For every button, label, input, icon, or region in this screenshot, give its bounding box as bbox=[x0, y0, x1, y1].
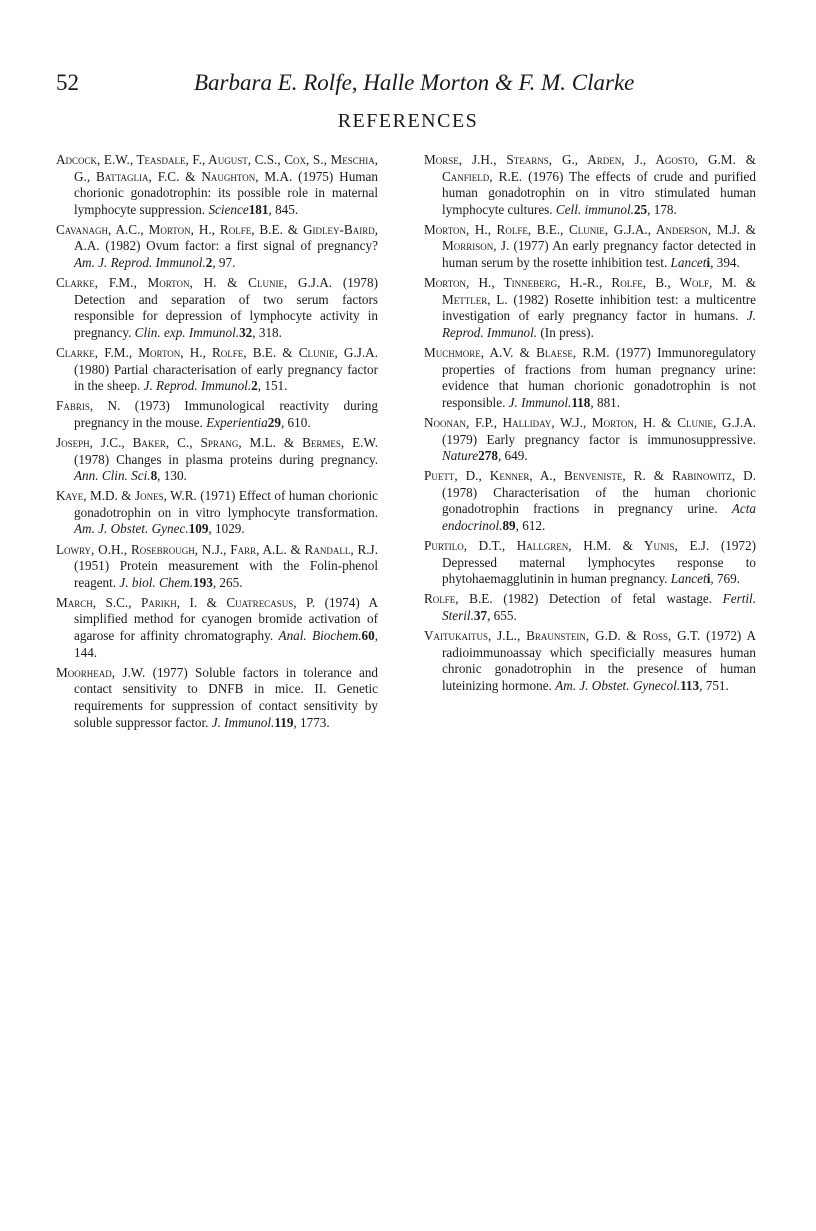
reference-pages: , 394. bbox=[710, 255, 740, 271]
reference-pages: , 845. bbox=[268, 201, 299, 217]
reference-text: (1975) Human chorionic gonadotrophin: its possible role in maternal lymphocyte suppression. bbox=[74, 168, 378, 217]
reference-entry bbox=[424, 222, 756, 272]
reference-pages: , 649. bbox=[497, 448, 528, 464]
reference-authors: Moorhead, J.W. bbox=[56, 664, 146, 680]
reference-entry bbox=[56, 222, 378, 272]
reference-journal: Fertil. Steril. bbox=[442, 591, 756, 623]
reference-authors: Muchmore, A.V. & Blaese, R.M. bbox=[424, 345, 610, 361]
reference-journal: J. Reprod. Immunol. bbox=[442, 308, 756, 340]
reference-pages: , 751. bbox=[699, 677, 729, 693]
reference-entry bbox=[56, 275, 378, 341]
reference-text: (1972) A radioimmunoassay which specificially measures human chronic gonadotrophin in the presence of human luteinizing hormone. bbox=[442, 628, 756, 693]
reference-pages: (In press). bbox=[537, 324, 594, 340]
reference-text: (1980) Partial characterisation of early pregnancy factor in the sheep. bbox=[74, 361, 378, 394]
reference-journal: Nature bbox=[442, 448, 479, 464]
reference-entry bbox=[424, 538, 756, 588]
reference-volume: 278 bbox=[478, 448, 498, 464]
reference-pages: , 130. bbox=[157, 468, 187, 484]
reference-journal: Lancet bbox=[670, 571, 707, 587]
reference-text: (1973) Immunological reactivity during pregnancy in the mouse. bbox=[74, 398, 378, 430]
reference-pages: , 151. bbox=[257, 378, 288, 394]
reference-entry bbox=[424, 152, 756, 218]
reference-journal: Clin. exp. Immunol. bbox=[134, 324, 240, 340]
reference-entry bbox=[56, 152, 378, 218]
reference-pages: , 769. bbox=[710, 571, 741, 587]
reference-text: (1982) Ovum factor: a first signal of pregnancy? bbox=[99, 238, 378, 254]
reference-text: (1979) Early pregnancy factor is immunosuppressive. bbox=[442, 431, 756, 447]
reference-entry bbox=[424, 468, 756, 534]
section-title: REFERENCES bbox=[337, 110, 479, 132]
page-header bbox=[56, 66, 768, 106]
reference-volume: 25 bbox=[633, 201, 648, 217]
reference-text: (1977) Immunoregulatory properties of fractions from human pregnancy urine: evidence that human chorionic gonadotrophin is not responsible. bbox=[442, 345, 757, 410]
reference-text: (1951) Protein measurement with the Folin-phenol reagent. bbox=[74, 558, 378, 590]
reference-volume: i bbox=[706, 255, 711, 271]
reference-journal: Acta endocrinol. bbox=[442, 501, 756, 533]
reference-pages: , 178. bbox=[647, 201, 677, 217]
reference-journal: Am. J. Obstet. Gynec. bbox=[74, 521, 189, 537]
reference-volume: 118 bbox=[571, 394, 591, 410]
reference-text: (1978) Changes in plasma proteins during pregnancy. bbox=[74, 451, 378, 467]
reference-pages: , 97. bbox=[212, 255, 236, 271]
reference-authors: Noonan, F.P., Halliday, W.J., Morton, H. & Clunie, G.J.A. bbox=[424, 414, 756, 430]
reference-authors: Rolfe, B.E. bbox=[424, 591, 493, 607]
reference-authors: Joseph, J.C., Baker, C., Sprang, M.L. & Bermes, E.W. bbox=[56, 435, 378, 450]
reference-entry bbox=[56, 542, 378, 592]
reference-volume: 2 bbox=[251, 378, 258, 394]
reference-text: (1972) Depressed maternal lymphocytes response to phytohaemagglutinin in human pregnancy. bbox=[442, 538, 756, 587]
reference-authors: Morse, J.H., Stearns, G., Arden, J., Agosto, G.M. & Canfield, R.E. bbox=[424, 152, 756, 184]
reference-text: (1982) Detection of fetal wastage. bbox=[492, 591, 723, 607]
reference-authors: Cavanagh, A.C., Morton, H., Rolfe, B.E. & Gidley-Baird, A.A. bbox=[56, 221, 378, 254]
references-right-column bbox=[424, 152, 756, 698]
reference-journal: Am. J. Reprod. Immunol. bbox=[74, 255, 206, 271]
reference-entry bbox=[56, 488, 378, 538]
reference-pages: , 612. bbox=[515, 517, 546, 533]
reference-authors: Clarke, F.M., Morton, H., Rolfe, B.E. & Clunie, G.J.A. bbox=[56, 345, 378, 361]
reference-entry bbox=[56, 595, 378, 661]
reference-volume: 8 bbox=[150, 468, 158, 484]
reference-journal: Cell. immunol. bbox=[555, 201, 634, 217]
reference-text: (1977) An early pregnancy factor detected in human serum by the rosette inhibition test. bbox=[442, 238, 756, 271]
reference-volume: 193 bbox=[193, 574, 213, 590]
reference-entry bbox=[424, 628, 756, 694]
references-left-column bbox=[56, 152, 378, 735]
reference-entry bbox=[56, 345, 378, 395]
reference-journal: Ann. Clin. Sci. bbox=[74, 468, 151, 484]
reference-text: (1971) Effect of human chorionic gonadotrophin on in vitro lymphocyte transformation. bbox=[74, 488, 378, 520]
reference-authors: Fabris, N. bbox=[56, 398, 121, 414]
reference-authors: March, S.C., Parikh, I. & Cuatrecasus, P. bbox=[56, 594, 316, 610]
reference-pages: , 265. bbox=[212, 574, 243, 590]
reference-journal: Anal. Biochem. bbox=[278, 628, 362, 644]
reference-pages: , 610. bbox=[280, 414, 311, 430]
reference-volume: 60 bbox=[361, 628, 375, 644]
reference-volume: i bbox=[706, 571, 711, 587]
reference-authors: Purtilo, D.T., Hallgren, H.M. & Yunis, E.J. bbox=[424, 538, 710, 554]
reference-journal: J. Immunol. bbox=[211, 714, 275, 730]
reference-journal: Experientia bbox=[206, 414, 268, 430]
reference-journal: J. Reprod. Immunol. bbox=[143, 378, 252, 394]
reference-pages: , 1029. bbox=[208, 521, 245, 537]
reference-entry bbox=[424, 591, 756, 624]
reference-volume: 32 bbox=[239, 324, 253, 340]
page-number: 52 bbox=[56, 70, 79, 95]
reference-volume: 89 bbox=[502, 517, 516, 533]
reference-volume: 2 bbox=[205, 255, 213, 271]
reference-entry bbox=[56, 398, 378, 431]
reference-entry bbox=[56, 435, 378, 485]
reference-pages: , 655. bbox=[487, 607, 517, 623]
reference-volume: 119 bbox=[274, 714, 294, 730]
reference-authors: Clarke, F.M., Morton, H. & Clunie, G.J.A. bbox=[56, 275, 333, 291]
reference-authors: Adcock, E.W., Teasdale, F., August, C.S., Cox, S., Meschia, G., Battaglia, F.C. & Naughton, M.A. bbox=[56, 152, 378, 184]
reference-entry bbox=[424, 415, 756, 465]
reference-authors: Morton, H., Tinneberg, H.-R., Rolfe, B., Wolf, M. & Mettler, L. bbox=[424, 275, 756, 307]
reference-text: (1978) Characterisation of the human chorionic gonadotrophin fractions in pregnancy urine. bbox=[442, 484, 756, 517]
reference-text: (1978) Detection and separation of two serum factors responsible for depression of lymphocyte activity in pregnancy. bbox=[74, 275, 378, 340]
reference-volume: 37 bbox=[473, 607, 488, 623]
running-head: Barbara E. Rolfe, Halle Morton & F. M. Clarke bbox=[194, 70, 635, 95]
reference-journal: Am. J. Obstet. Gynecol. bbox=[555, 677, 681, 693]
reference-authors: Kaye, M.D. & Jones, W.R. bbox=[56, 488, 197, 504]
reference-volume: 181 bbox=[248, 201, 269, 217]
reference-pages: , 144. bbox=[74, 628, 378, 660]
reference-pages: , 1773. bbox=[293, 714, 330, 730]
reference-volume: 113 bbox=[680, 677, 700, 693]
reference-entry bbox=[424, 275, 756, 341]
reference-journal: Science bbox=[208, 201, 249, 217]
reference-text: (1977) Soluble factors in tolerance and contact sensitivity to DNFB in mice. II. Genetic requirements for suppression of contact sensitivity by soluble suppressor factor. bbox=[74, 664, 379, 730]
reference-journal: Lancet bbox=[670, 255, 707, 271]
reference-pages: , 881. bbox=[590, 394, 621, 410]
reference-entry bbox=[424, 345, 756, 411]
reference-journal: J. biol. Chem. bbox=[119, 574, 194, 590]
reference-text: (1974) A simplified method for cyanogen bromide activation of agarose for affinity chromatography. bbox=[74, 594, 378, 644]
reference-authors: Lowry, O.H., Rosebrough, N.J., Farr, A.L. & Randall, R.J. bbox=[56, 541, 378, 557]
reference-authors: Morton, H., Rolfe, B.E., Clunie, G.J.A., Anderson, M.J. & Morrison, J. bbox=[424, 221, 756, 254]
reference-text: (1982) Rosette inhibition test: a multicentre investigation of early pregnancy factor in humans. bbox=[442, 291, 756, 324]
reference-journal: J. Immunol. bbox=[508, 394, 572, 410]
reference-authors: Puett, D., Kenner, A., Benveniste, R. & Rabinowitz, D. bbox=[424, 468, 756, 484]
reference-entry bbox=[56, 665, 378, 731]
reference-pages: , 318. bbox=[252, 324, 282, 340]
reference-text: (1976) The effects of crude and purified human gonadotrophin on in vitro stimulated human lymphocyte cultures. bbox=[442, 168, 756, 217]
reference-volume: 109 bbox=[188, 521, 209, 537]
reference-volume: 29 bbox=[267, 414, 281, 430]
reference-authors: Vaitukaitus, J.L., Braunstein, G.D. & Ross, G.T. bbox=[424, 628, 701, 644]
